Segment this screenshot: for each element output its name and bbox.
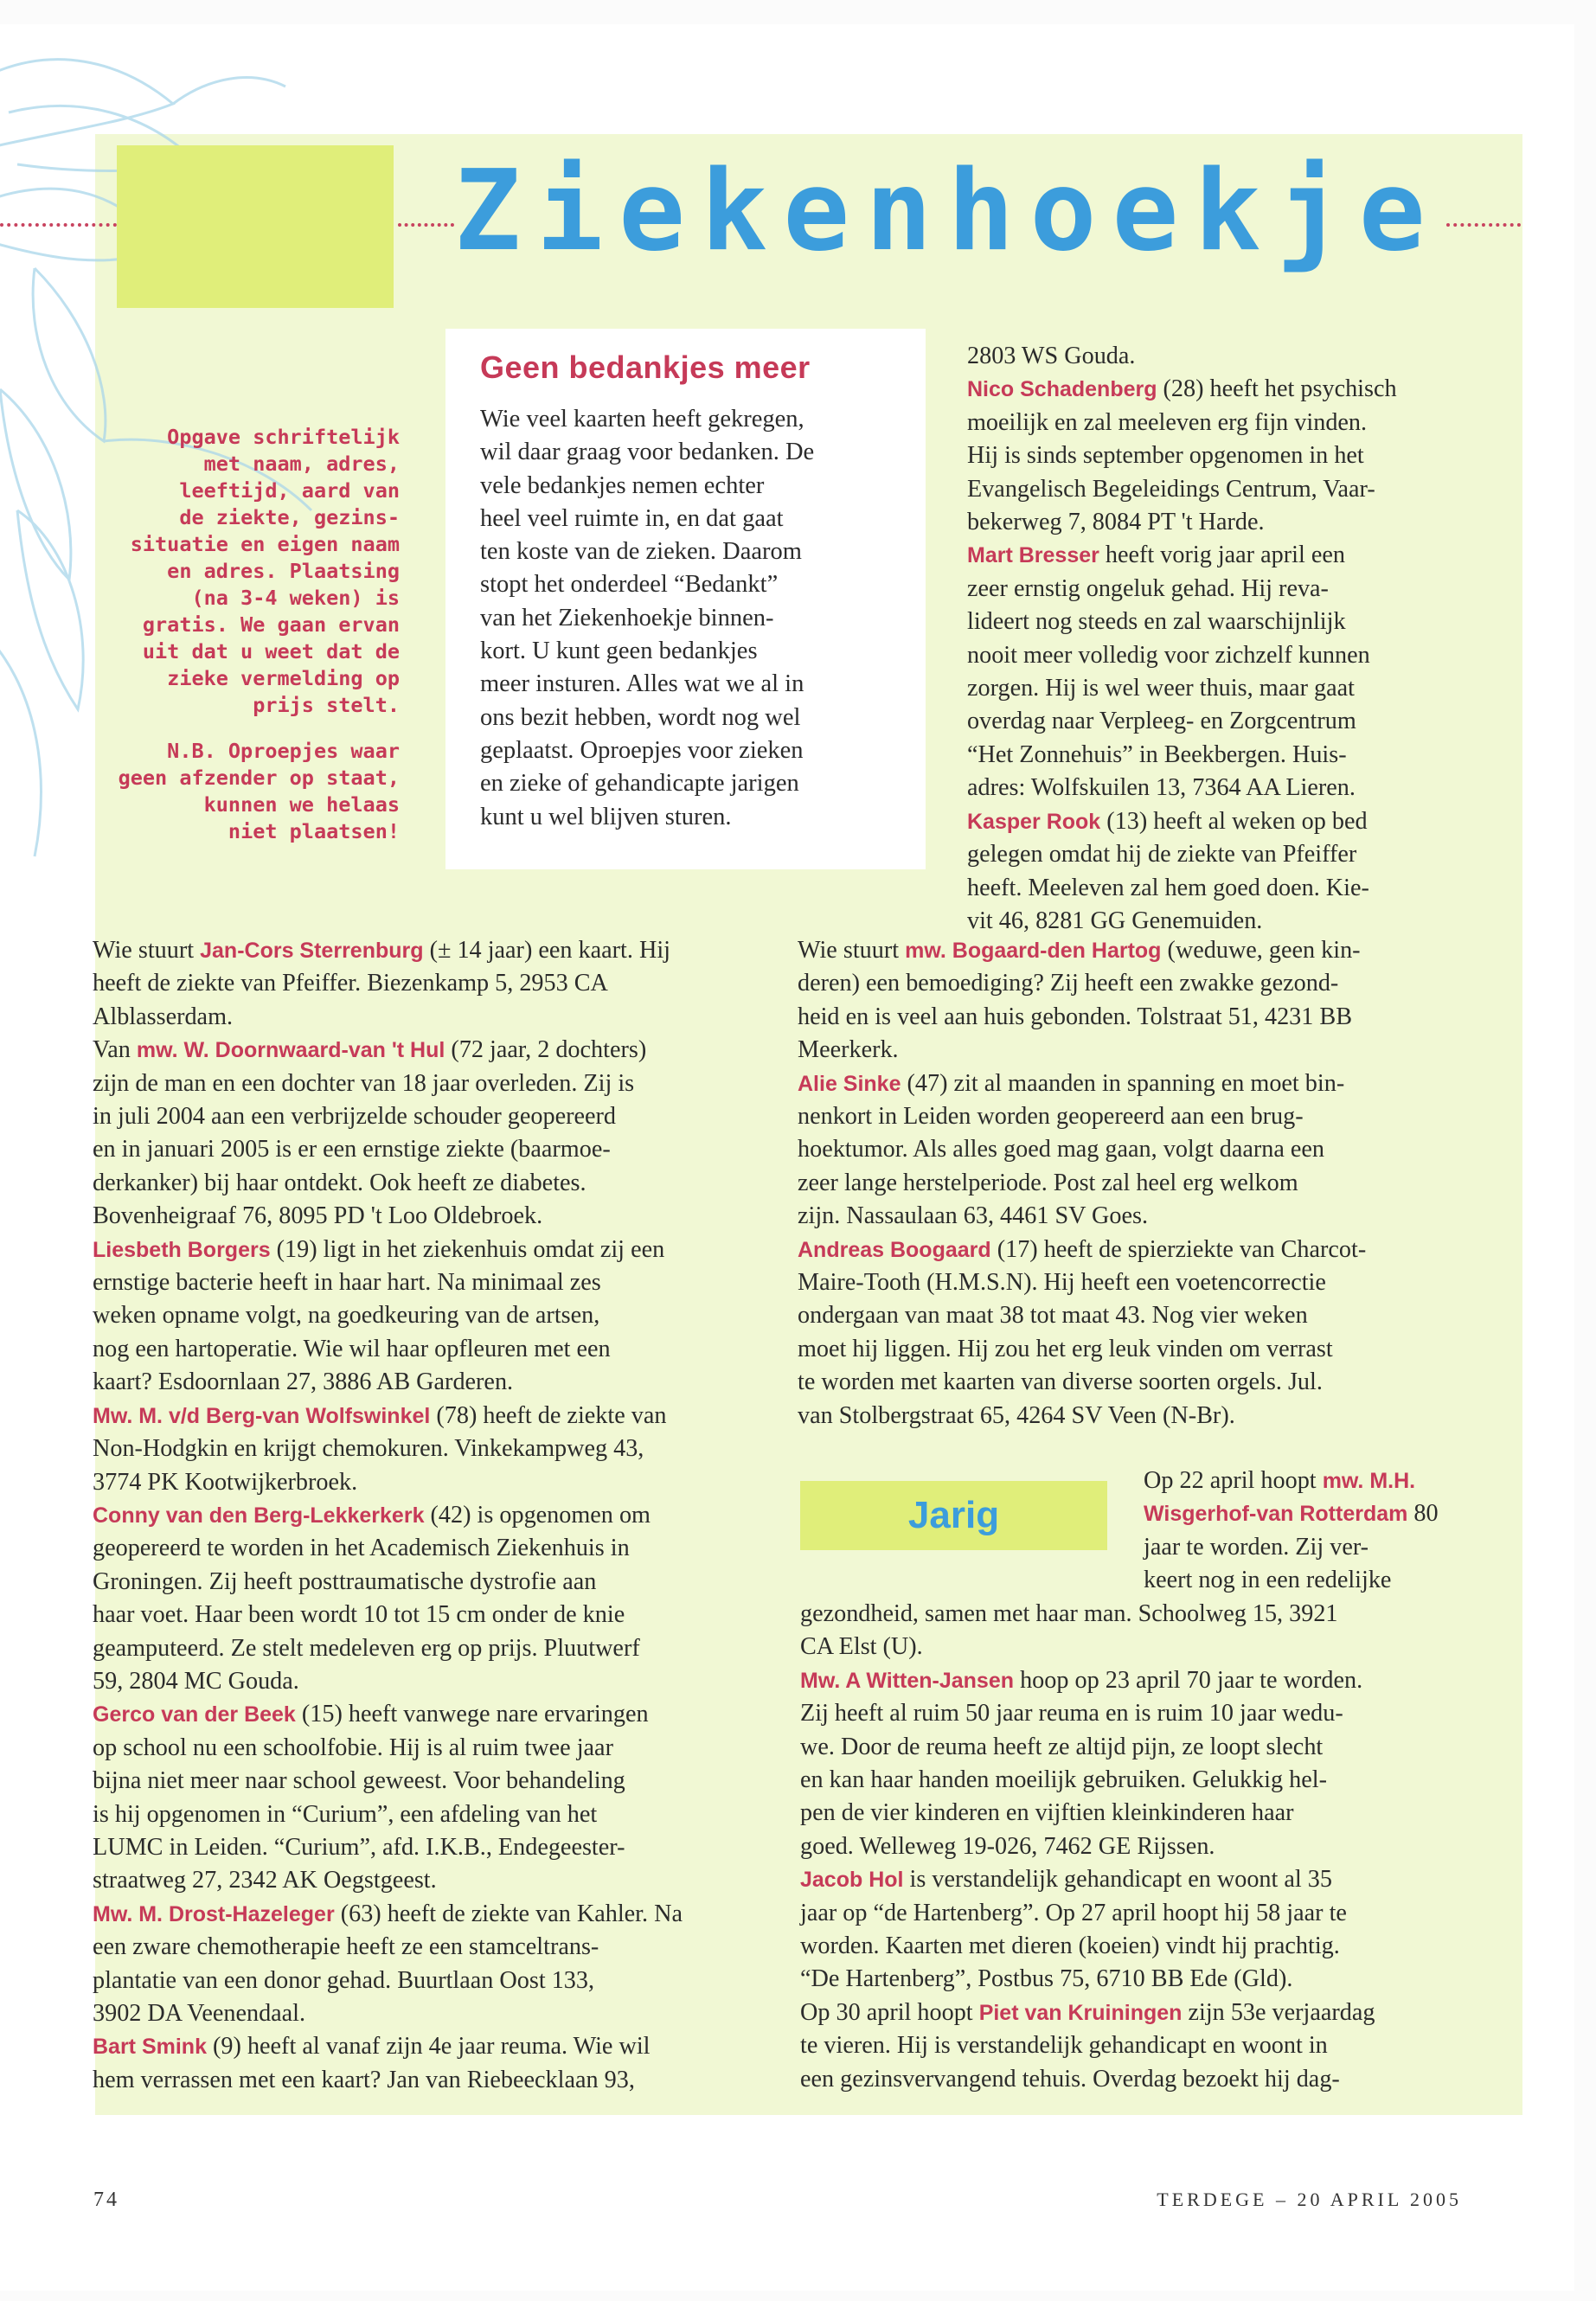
text-line: (na 3-4 weken) is [191, 586, 400, 610]
text-line [93, 1200, 763, 1233]
text-line: wil daar graag voor bedanken. De [480, 439, 815, 466]
text-line: gratis. We gaan ervan [142, 612, 400, 637]
line-text: nooit meer volledig voor zichzelf kunnen [967, 641, 1370, 669]
text-line [800, 1963, 1492, 1996]
person-name: Mart Bresser [967, 543, 1099, 568]
person-name: Conny van den Berg-Lekkerkerk [93, 1503, 425, 1528]
text-line: kort. U kunt geen bedankjes [480, 638, 758, 665]
text-line [798, 1167, 1481, 1200]
line-text: (9) heeft al vanaf zijn 4e jaar reuma. Wie wil [206, 2033, 651, 2061]
text-line [93, 1266, 763, 1299]
person-name: Alie Sinke [798, 1071, 901, 1096]
line-text: (78) heeft de ziekte van [430, 1401, 667, 1429]
line-text: een zware chemotherapie heeft ze een stamceltrans- [93, 1933, 599, 1961]
text-line: kunt u wel blijven sturen. [480, 803, 732, 830]
text-line [93, 1034, 763, 1067]
text-line [798, 1366, 1481, 1399]
page-title: Ziekenhoekje [454, 147, 1441, 276]
line-text: (weduwe, geen kin- [1161, 937, 1361, 964]
text-line: kunnen we helaas [203, 792, 400, 817]
text-line: niet plaatsen! [228, 819, 400, 843]
text-line [93, 934, 763, 967]
text-line: Opgave schriftelijk [167, 425, 400, 449]
text-line [967, 473, 1486, 506]
text-line [93, 1433, 763, 1465]
line-text: heeft. Meeleven zal hem goed doen. Kie- [967, 874, 1369, 901]
person-name: mw. M.H. [1322, 1469, 1416, 1493]
text-line [93, 967, 763, 1000]
title-dotted-rule [1446, 223, 1521, 227]
line-text: keert nog in een redelijke [1144, 1567, 1392, 1594]
line-text: 3902 DA Veenendaal. [93, 2000, 306, 2027]
text-line [93, 1400, 763, 1433]
line-text: kaart? Esdoornlaan 27, 3886 AB Garderen. [93, 1368, 514, 1396]
person-name: mw. W. Doornwaard-van 't Hul [136, 1038, 445, 1063]
line-text: (28) heeft het psychisch [1157, 375, 1397, 403]
line-text: goed. Welleweg 19-026, 7462 GE Rijssen. [800, 1832, 1215, 1860]
text-line [798, 1001, 1481, 1034]
line-text: op school nu een schoolfobie. Hij is al ruim twee jaar [93, 1734, 613, 1761]
line-text: Alblasserdam. [93, 1003, 234, 1030]
line-prefix: Wie stuurt [93, 937, 201, 964]
text-line [93, 1067, 763, 1100]
text-line [798, 1133, 1481, 1166]
line-text: 59, 2804 MC Gouda. [93, 1667, 299, 1695]
text-line [798, 1266, 1481, 1299]
text-line [93, 1599, 763, 1631]
text-line [800, 2029, 1492, 2062]
line-text: haar voet. Haar been wordt 10 tot 15 cm onder de knie [93, 1601, 625, 1629]
line-text: jaar op “de Hartenberg”. Op 27 april hoopt hij 58 jaar te [800, 1899, 1347, 1926]
line-text: zeer ernstig ongeluk gehad. Hij reva- [967, 574, 1329, 602]
line-text: Non-Hodgkin en krijgt chemokuren. Vinkekampweg 43, [93, 1435, 644, 1463]
line-text: deren) een bemoediging? Zij heeft een zwakke gezond- [798, 970, 1339, 997]
line-text: is hij opgenomen in “Curium”, een afdeling van het [93, 1800, 598, 1828]
person-name: Mw. A Witten-Jansen [800, 1668, 1015, 1693]
line-text: zijn 53e verjaardag [1182, 1998, 1375, 2026]
line-text: (17) heeft de spierziekte van Charcot- [990, 1235, 1367, 1263]
text-line [967, 739, 1486, 772]
line-text: Bovenheigraaf 76, 8095 PD 't Loo Oldebroek. [93, 1202, 543, 1230]
line-text: Zij heeft al ruim 50 jaar reuma en is ruim 10 jaar wedu- [800, 1700, 1343, 1727]
text-line [967, 539, 1486, 572]
text-line [93, 1831, 763, 1864]
line-text: bekerweg 7, 8084 PT 't Harde. [967, 509, 1265, 536]
line-text: vit 46, 8281 GG Genemuiden. [967, 907, 1263, 934]
line-text: we. Door de reuma heeft ze altijd pijn, ze loopt slecht [800, 1733, 1324, 1760]
text-line: en adres. Plaatsing [167, 559, 400, 583]
line-text: geamputeerd. Ze stelt medeleven erg op prijs. Pluutwerf [93, 1634, 640, 1662]
text-line: zieke vermelding op [167, 666, 400, 690]
line-text: (15) heeft vanwege nare ervaringen [295, 1701, 649, 1728]
text-line [93, 1532, 763, 1565]
line-text: te vieren. Hij is verstandelijk gehandicapt en woont in [800, 2032, 1328, 2060]
text-line [967, 439, 1486, 472]
text-line [798, 1400, 1481, 1433]
text-line: ons bezit hebben, wordt nog wel [480, 703, 801, 731]
line-text: (13) heeft al weken op bed [1100, 807, 1368, 835]
text-line: geen afzender op staat, [118, 766, 400, 790]
text-line [798, 1299, 1481, 1332]
text-line [967, 805, 1486, 838]
text-line [93, 2030, 763, 2063]
text-line [798, 1100, 1481, 1133]
text-line [93, 1798, 763, 1831]
text-line [800, 1598, 1492, 1631]
line-text: in juli 2004 aan een verbrijzelde schouder geopereerd [93, 1103, 616, 1131]
text-line [800, 1697, 1492, 1730]
text-line: N.B. Oproepjes waar [167, 739, 400, 763]
line-text: is verstandelijk gehandicapt en woont al 35 [903, 1866, 1332, 1894]
text-line [93, 1765, 763, 1798]
line-text: ondergaan van maat 38 tot maat 43. Nog vier weken [798, 1302, 1308, 1330]
text-line [967, 772, 1486, 804]
text-line [798, 1067, 1481, 1100]
text-line [93, 1898, 763, 1931]
line-text: moeilijk en zal meeleven erg fijn vinden. [967, 408, 1368, 436]
line-text: van Stolbergstraat 65, 4264 SV Veen (N-Br). [798, 1401, 1235, 1429]
line-text: een gezinsvervangend tehuis. Overdag bezoekt hij dag- [800, 2065, 1340, 2093]
line-text: derkanker) bij haar ontdekt. Ook heeft ze diabetes. [93, 1169, 586, 1196]
text-line [1144, 1497, 1490, 1530]
line-text: LUMC in Leiden. “Curium”, afd. I.K.B., Endegeester- [93, 1833, 625, 1861]
line-text: gezondheid, samen met haar man. Schoolweg 15, 3921 [800, 1600, 1338, 1627]
line-text: overdag naar Verpleeg- en Zorgcentrum [967, 708, 1356, 735]
person-name: Liesbeth Borgers [93, 1237, 271, 1262]
text-line: de ziekte, gezins- [179, 505, 400, 529]
text-line [800, 1897, 1492, 1930]
text-line [800, 1664, 1492, 1697]
text-line [798, 1200, 1481, 1233]
line-text: Meerkerk. [798, 1036, 899, 1064]
text-line [967, 340, 1486, 373]
jarig-intro [1144, 1465, 1490, 1598]
text-line: heel veel ruimte in, en dat gaat [480, 504, 784, 532]
text-line [967, 573, 1486, 606]
line-text: zijn. Nassaulaan 63, 4461 SV Goes. [798, 1202, 1149, 1230]
text-line [93, 1698, 763, 1731]
text-line: geplaatst. Oproepjes voor zieken [480, 736, 804, 764]
line-text: (63) heeft de ziekte van Kahler. Na [334, 1900, 683, 1927]
page-number: 74 [93, 2189, 119, 2211]
text-line [93, 1997, 763, 2030]
text-line: en zieke of gehandicapte jarigen [480, 770, 799, 798]
person-name: Wisgerhof-van Rotterdam [1144, 1502, 1408, 1527]
title-dotted-rule [0, 223, 117, 227]
line-text: Groningen. Zij heeft posttraumatische dystrofie aan [93, 1567, 597, 1595]
text-line [93, 1133, 763, 1166]
text-line: prijs stelt. [253, 693, 400, 717]
text-line [798, 1234, 1481, 1266]
column-right-middle [798, 934, 1481, 1433]
text-line [798, 934, 1481, 967]
text-line [93, 1466, 763, 1499]
line-text: weken opname volgt, na goedkeuring van de artsen, [93, 1302, 600, 1330]
text-line [93, 1100, 763, 1133]
text-line [1144, 1531, 1490, 1564]
text-line [800, 1930, 1492, 1963]
line-text: geopereerd te worden in het Academisch Ziekenhuis in [93, 1535, 630, 1562]
text-line [93, 1632, 763, 1665]
text-line: ten koste van de zieken. Daarom [480, 538, 802, 566]
instructions-text [114, 424, 400, 719]
line-text: (42) is opgenomen om [424, 1501, 651, 1529]
text-line [800, 2063, 1492, 2096]
line-text: 80 [1407, 1500, 1439, 1528]
text-line [800, 1764, 1492, 1797]
text-line [93, 1864, 763, 1897]
text-line [93, 1299, 763, 1332]
text-line [967, 672, 1486, 705]
text-line [967, 407, 1486, 439]
column-right-top [967, 340, 1486, 938]
notice-text [480, 403, 926, 834]
line-text: plantatie van een donor gehad. Buurtlaan Oost 133, [93, 1966, 595, 1994]
text-line: stopt het onderdeel “Bedankt” [480, 571, 779, 599]
line-text: heid en is veel aan huis gebonden. Tolstraat 51, 4231 BB [798, 1003, 1353, 1030]
text-line [967, 373, 1486, 406]
person-name: Nico Schadenberg [967, 377, 1157, 402]
line-text: ernstige bacterie heeft in haar hart. Na minimaal zes [93, 1269, 601, 1297]
text-line [93, 1234, 763, 1266]
line-text: CA Elst (U). [800, 1633, 923, 1661]
line-text: moet hij liggen. Hij zou het erg leuk vinden om verrast [798, 1335, 1333, 1362]
text-line [93, 1566, 763, 1599]
note-text [114, 738, 400, 845]
line-text: zijn de man en een dochter van 18 jaar overleden. Zij is [93, 1069, 635, 1097]
text-line [798, 1333, 1481, 1366]
person-name: Bart Smink [93, 2035, 207, 2060]
person-name: Jan-Cors Sterrenburg [200, 939, 424, 963]
line-text: te worden met kaarten van diverse soorten orgels. Jul. [798, 1368, 1323, 1396]
text-line [800, 1631, 1492, 1663]
text-line: uit dat u weet dat de [142, 639, 400, 663]
jarig-heading: Jarig [800, 1481, 1107, 1550]
line-text: (47) zit al maanden in spanning en moet bin- [901, 1069, 1345, 1097]
text-line [967, 606, 1486, 638]
text-line: situatie en eigen naam [130, 532, 400, 556]
line-text: 2803 WS Gouda. [967, 343, 1136, 369]
text-line [967, 872, 1486, 905]
text-line [798, 1034, 1481, 1067]
line-text: jaar te worden. Zij ver- [1144, 1533, 1369, 1561]
text-line [798, 967, 1481, 1000]
text-line [1144, 1465, 1490, 1497]
text-line [967, 838, 1486, 871]
line-text: hem verrassen met een kaart? Jan van Riebeecklaan 93, [93, 2066, 635, 2093]
text-line: meer insturen. Alles wat we al in [480, 670, 804, 698]
line-text: worden. Kaarten met dieren (koeien) vindt hij prachtig. [800, 1932, 1340, 1960]
line-text: nenkort in Leiden worden geopereerd aan een brug- [798, 1103, 1304, 1131]
person-name: Mw. M. Drost-Hazeleger [93, 1901, 335, 1926]
text-line [1144, 1564, 1490, 1597]
line-text: en kan haar handen moeilijk gebruiken. Gelukkig hel- [800, 1766, 1327, 1794]
text-line [93, 1001, 763, 1034]
text-line [800, 1830, 1492, 1863]
line-text: Maire-Tooth (H.M.S.N). Hij heeft een voetencorrectie [798, 1269, 1326, 1297]
text-line [967, 705, 1486, 738]
person-name: Jacob Hol [800, 1868, 904, 1893]
line-text: bijna niet meer naar school geweest. Voor behandeling [93, 1767, 625, 1795]
text-line [93, 1366, 763, 1399]
line-text: Hij is sinds september opgenomen in het [967, 442, 1364, 470]
publication-footer: TERDEGE – 20 APRIL 2005 [1157, 2189, 1462, 2210]
line-text: heeft vorig jaar april een [1099, 542, 1345, 569]
line-text: lideert nog steeds en zal waarschijnlijk [967, 608, 1346, 636]
line-text: zeer lange herstelperiode. Post zal heel erg welkom [798, 1169, 1298, 1196]
person-name: Andreas Boogaard [798, 1237, 991, 1262]
submission-instructions [114, 424, 400, 845]
line-text: en in januari 2005 is er een ernstige ziekte (baarmoe- [93, 1136, 611, 1163]
line-text: straatweg 27, 2342 AK Oegstgeest. [93, 1867, 437, 1894]
line-prefix: Op 22 april hoopt [1144, 1467, 1323, 1494]
line-text: adres: Wolfskuilen 13, 7364 AA Lieren. [967, 774, 1356, 802]
text-line: leeftijd, aard van [179, 478, 400, 503]
line-text: “De Hartenberg”, Postbus 75, 6710 BB Ede (Gld). [800, 1965, 1293, 1993]
text-line [800, 1797, 1492, 1830]
text-line: met naam, adres, [203, 452, 400, 476]
line-prefix: Wie stuurt [798, 937, 906, 964]
line-text: Evangelisch Begeleidings Centrum, Vaar- [967, 475, 1375, 503]
text-line [800, 1731, 1492, 1764]
text-line [93, 1965, 763, 1997]
person-name: mw. Bogaard-den Hartog [905, 939, 1162, 963]
text-line: van het Ziekenhoekje binnen- [480, 604, 774, 631]
text-line [93, 1931, 763, 1964]
line-text: (± 14 jaar) een kaart. Hij [423, 937, 670, 964]
column-left [93, 934, 763, 2097]
jarig-text [800, 1598, 1492, 2096]
person-name: Mw. M. v/d Berg-van Wolfswinkel [93, 1403, 431, 1428]
text-line [93, 1499, 763, 1532]
person-name: Kasper Rook [967, 809, 1101, 834]
line-text: hoektumor. Als alles goed mag gaan, volgt daarna een [798, 1136, 1324, 1163]
line-text: 3774 PK Kootwijkerbroek. [93, 1468, 358, 1496]
line-prefix: Van [93, 1036, 137, 1064]
text-line [93, 2064, 763, 2097]
line-text: “Het Zonnehuis” in Beekbergen. Huis- [967, 740, 1347, 768]
text-line [967, 905, 1486, 938]
text-line: Wie veel kaarten heeft gekregen, [480, 406, 804, 433]
line-prefix: Op 30 april hoopt [800, 1998, 979, 2026]
person-name: Gerco van der Beek [93, 1702, 296, 1727]
text-line [800, 1997, 1492, 2029]
line-text: (19) ligt in het ziekenhuis omdat zij een [270, 1235, 665, 1263]
text-line [93, 1333, 763, 1366]
text-line [967, 639, 1486, 672]
line-text: gelegen omdat hij de ziekte van Pfeiffer [967, 841, 1357, 868]
person-name: Piet van Kruiningen [978, 2000, 1183, 2025]
title-accent-block [117, 145, 394, 308]
text-line: vele bedankjes nemen echter [480, 471, 765, 499]
notice-title: Geen bedankjes meer [480, 349, 811, 385]
line-text: zorgen. Hij is wel weer thuis, maar gaat [967, 675, 1355, 702]
text-line [967, 506, 1486, 539]
line-text: pen de vier kinderen en vijftien kleinkinderen haar [800, 1799, 1294, 1827]
text-line [93, 1732, 763, 1765]
line-text: heeft de ziekte van Pfeiffer. Biezenkamp 5, 2953 CA [93, 970, 608, 997]
line-text: nog een hartoperatie. Wie wil haar opfleuren met een [93, 1335, 611, 1362]
text-line [93, 1167, 763, 1200]
notice-box [445, 329, 926, 869]
text-line [800, 1863, 1492, 1896]
line-text: (72 jaar, 2 dochters) [445, 1036, 647, 1064]
line-text: hoop op 23 april 70 jaar te worden. [1014, 1666, 1363, 1694]
title-dotted-rule [398, 223, 454, 227]
text-line [93, 1665, 763, 1698]
